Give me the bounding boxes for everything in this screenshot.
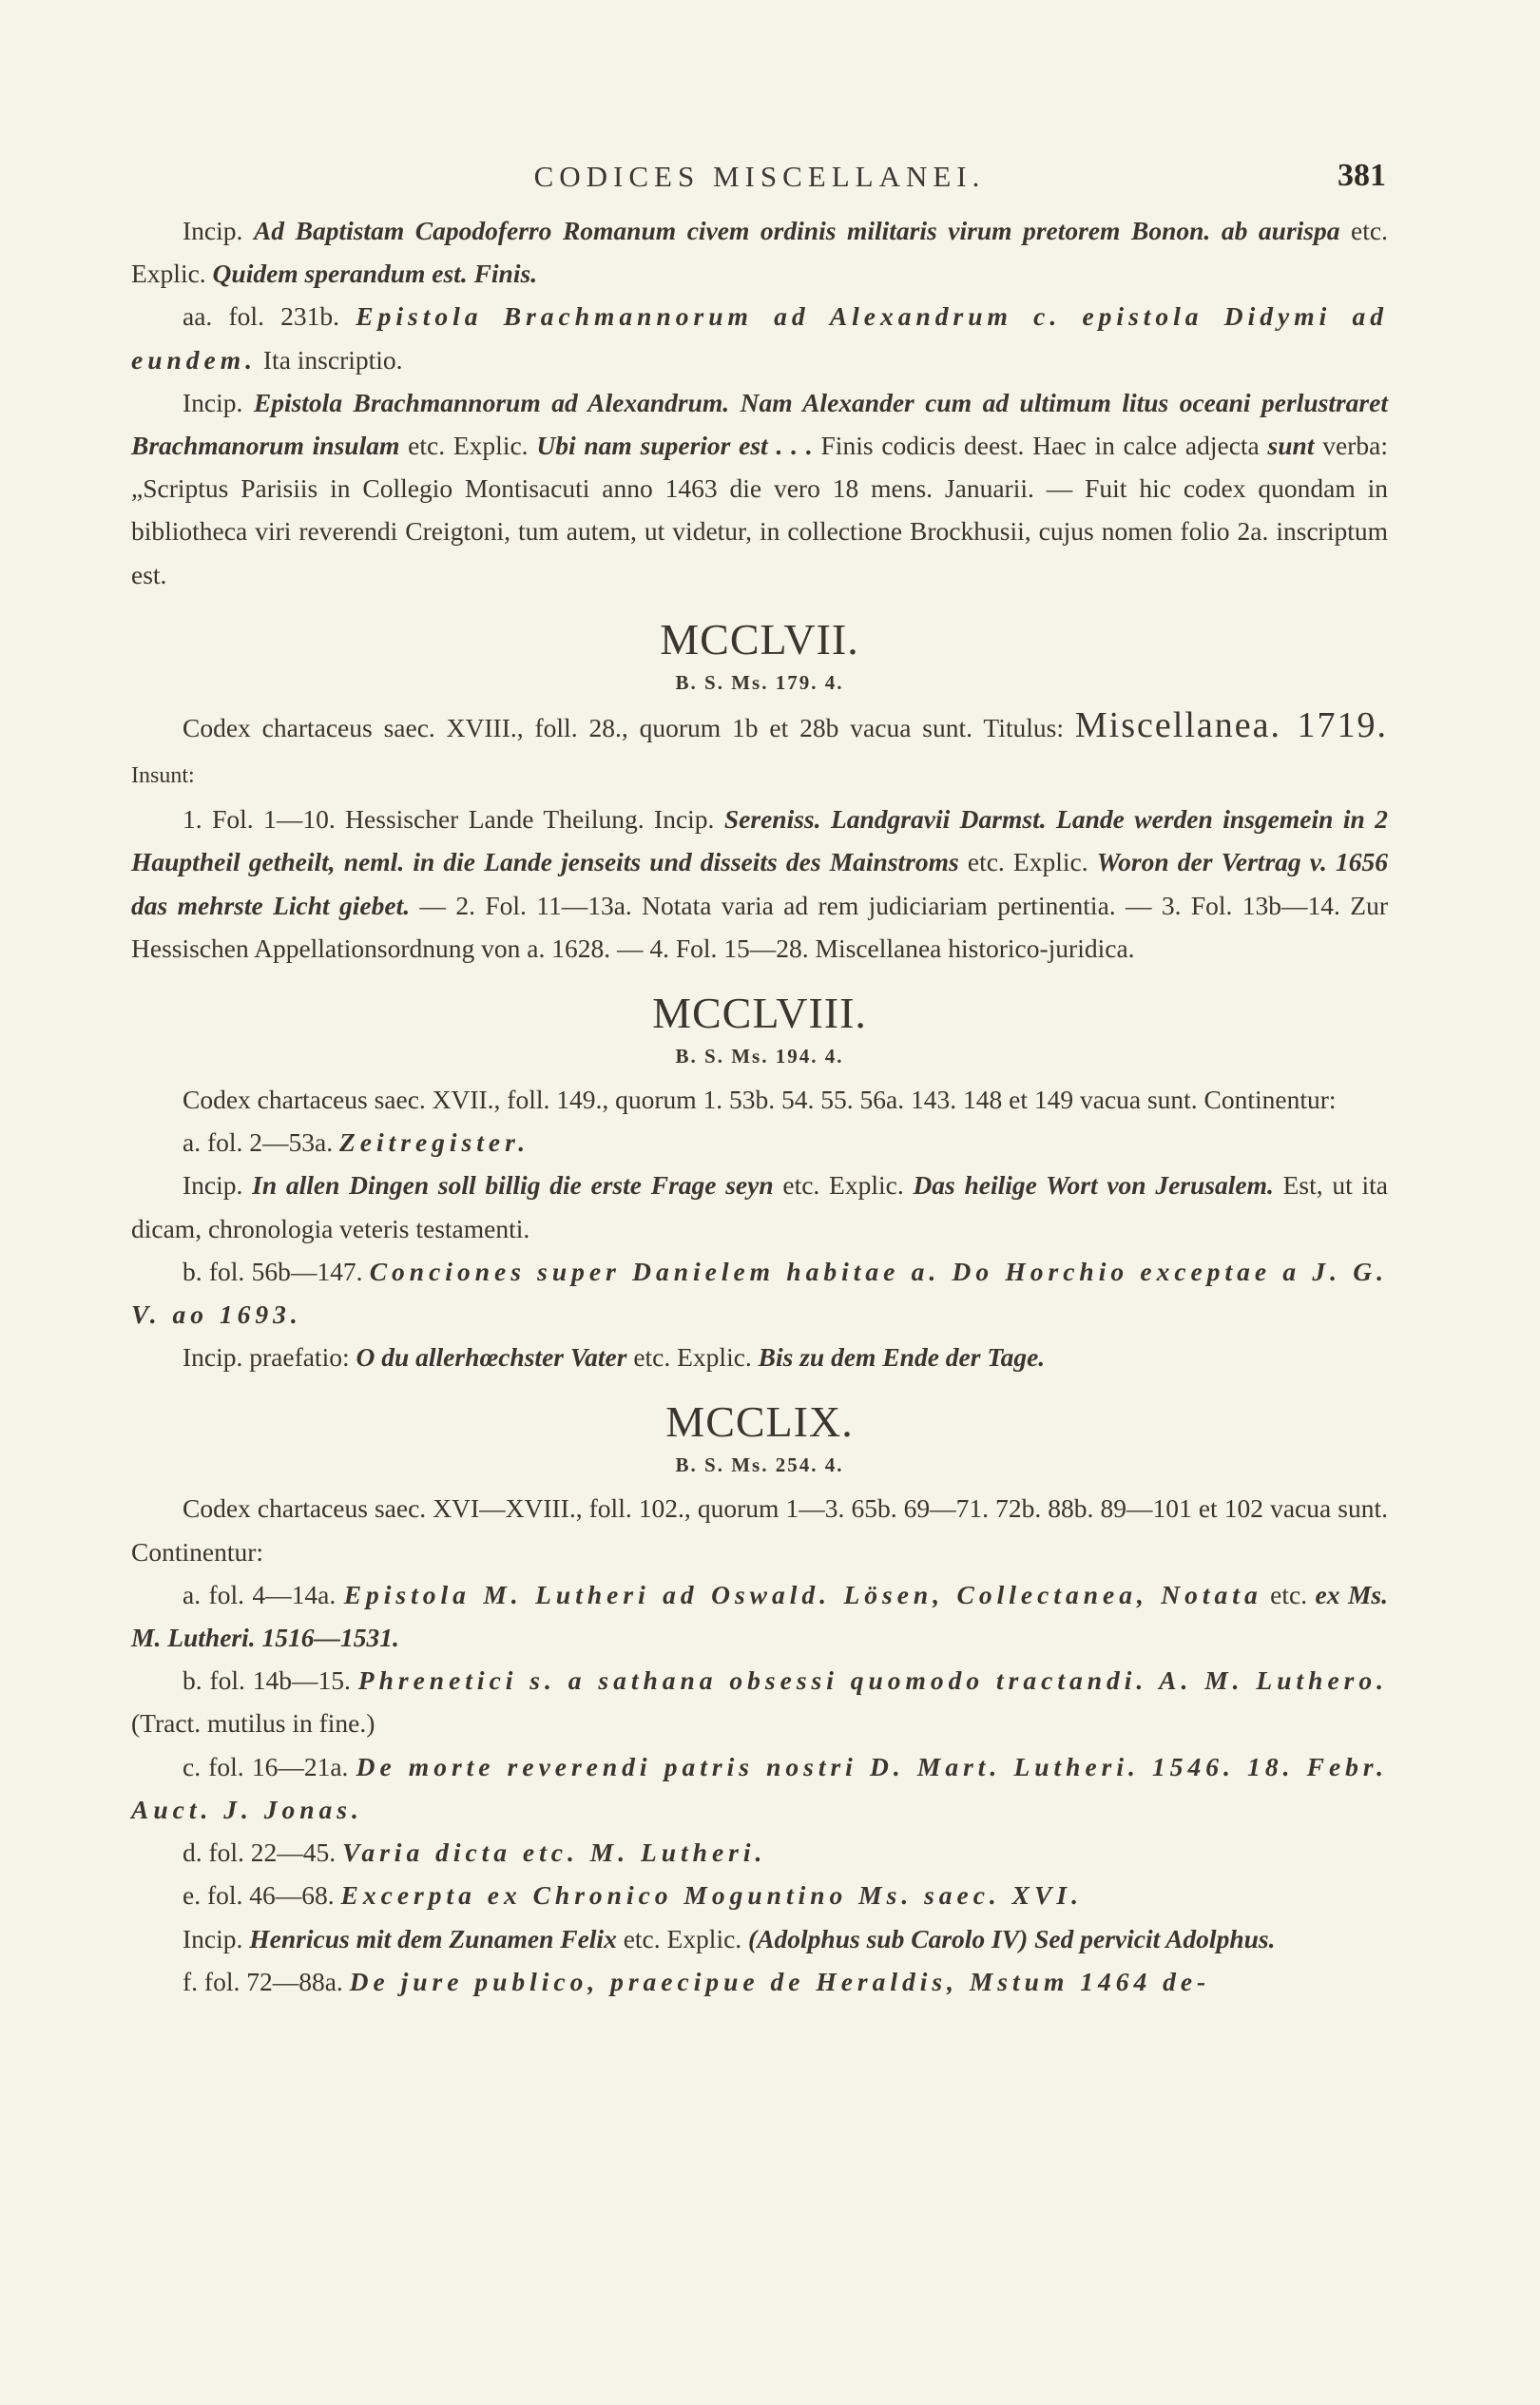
running-title: CODICES MISCELLANEI. [533, 160, 986, 193]
running-header [133, 160, 1386, 198]
codex-description: Codex chartaceus saec. XVIII., foll. 28., quorum 1b et 28b vacua sunt. Titulus: Miscellanea. 1719. Insunt: [131, 704, 1388, 789]
incipit-paragraph: Incip. praefatio: O du allerhœchster Vater etc. Explic. Bis zu dem Ende der Tage. [183, 1342, 1046, 1373]
item-a: a. fol. 2—53a. Zeitregister. [183, 1127, 530, 1158]
page-number: 381 [1338, 158, 1386, 193]
codex-heading: MCCLIX. [665, 1397, 854, 1447]
codex-description: Codex chartaceus saec. XVI—XVIII., foll. 102., quorum 1—3. 65b. 69—71. 72b. 88b. 89—101 et 102 vacua sunt. Continentur: [131, 1493, 1388, 1567]
item-c: c. fol. 16—21a. De morte reverendi patris nostri D. Mart. Lutheri. 1546. 18. Febr. Auct. J. Jonas. [131, 1751, 1388, 1824]
shelfmark: B. S. Ms. 254. 4. [675, 1453, 844, 1477]
item-b: b. fol. 56b—147. Conciones super Danielem habitae a. Do Horchio exceptae a J. G. V. ao 1693. [131, 1256, 1388, 1330]
item-aa: aa. fol. 231b. Epistola Brachmannorum ad Alexandrum c. epistola Didymi ad eundem. Ita inscriptio. [131, 301, 1388, 375]
incipit-paragraph: Incip. In allen Dingen soll billig die erste Frage seyn etc. Explic. Das heilige Wort von Jerusalem. Est, ut ita dicam, chronologia veteris testamenti. [131, 1170, 1388, 1243]
shelfmark: B. S. Ms. 194. 4. [675, 1045, 844, 1068]
contents-list: 1. Fol. 1—10. Hessischer Lande Theilung. Incip. Sereniss. Landgravii Darmst. Lande werden insgemein in 2 Hauptheil getheilt, neml. in die Lande jenseits und disseits des Mainstroms etc. Explic. Woron der Vertrag v. 1656 das mehrste Licht giebet. — 2. Fol. 11—13a. Notata varia ad rem judiciariam pertinentia. — 3. Fol. 13b—14. Zur Hessischen Appellationsordnung von a. 1628. — 4. Fol. 15—28. Miscellanea historico-juridica. [131, 804, 1389, 963]
item-d: d. fol. 22—45. Varia dicta etc. M. Lutheri. [183, 1837, 767, 1868]
incipit-paragraph: Incip. Henricus mit dem Zunamen Felix etc. Explic. (Adolphus sub Carolo IV) Sed pervicit Adolphus. [183, 1923, 1276, 1953]
item-e: e. fol. 46—68. Excerpta ex Chronico Moguntino Ms. saec. XVI. [183, 1880, 1083, 1911]
item-b: b. fol. 14b—15. Phrenetici s. a sathana obsessi quomodo tractandi. A. M. Luthero. (Tract. mutilus in fine.) [131, 1665, 1388, 1739]
shelfmark: B. S. Ms. 179. 4. [675, 670, 844, 694]
codex-description: Codex chartaceus saec. XVII., foll. 149., quorum 1. 53b. 54. 55. 56a. 143. 148 et 149 vacua sunt. Continentur: [183, 1085, 1337, 1115]
incipit-paragraph: Incip. Ad Baptistam Capodoferro Romanum civem ordinis militaris virum pretorem Bonon. ab aurispa etc. Explic. Quidem sperandum est. Finis. [131, 216, 1388, 289]
item-a: a. fol. 4—14a. Epistola M. Lutheri ad Oswald. Lösen, Collectanea, Notata etc. ex Ms. M. Lutheri. 1516—1531. [131, 1579, 1388, 1653]
incipit-paragraph: Incip. Epistola Brachmannorum ad Alexandrum. Nam Alexander cum ad ultimum litus oceani perlustraret Brachmanorum insulam etc. Explic. Ubi nam superior est . . . Finis codicis deest. Haec in calce adjecta sunt verba: „Scriptus Parisiis in Collegio Montisacuti anno 1463 die vero 18 mens. Januarii. — Fuit hic codex quondam in bibliotheca viri reverendi Creigtoni, tum autem, ut videtur, in collectione Brockhusii, cujus nomen folio 2a. inscriptum est. [131, 387, 1388, 589]
item-f: f. fol. 72—88a. De jure publico, praecipue de Heraldis, Mstum 1464 de- [183, 1966, 1211, 1996]
codex-heading: MCCLVIII. [652, 989, 867, 1038]
page-body [131, 209, 1388, 2003]
codex-heading: MCCLVII. [660, 614, 859, 664]
